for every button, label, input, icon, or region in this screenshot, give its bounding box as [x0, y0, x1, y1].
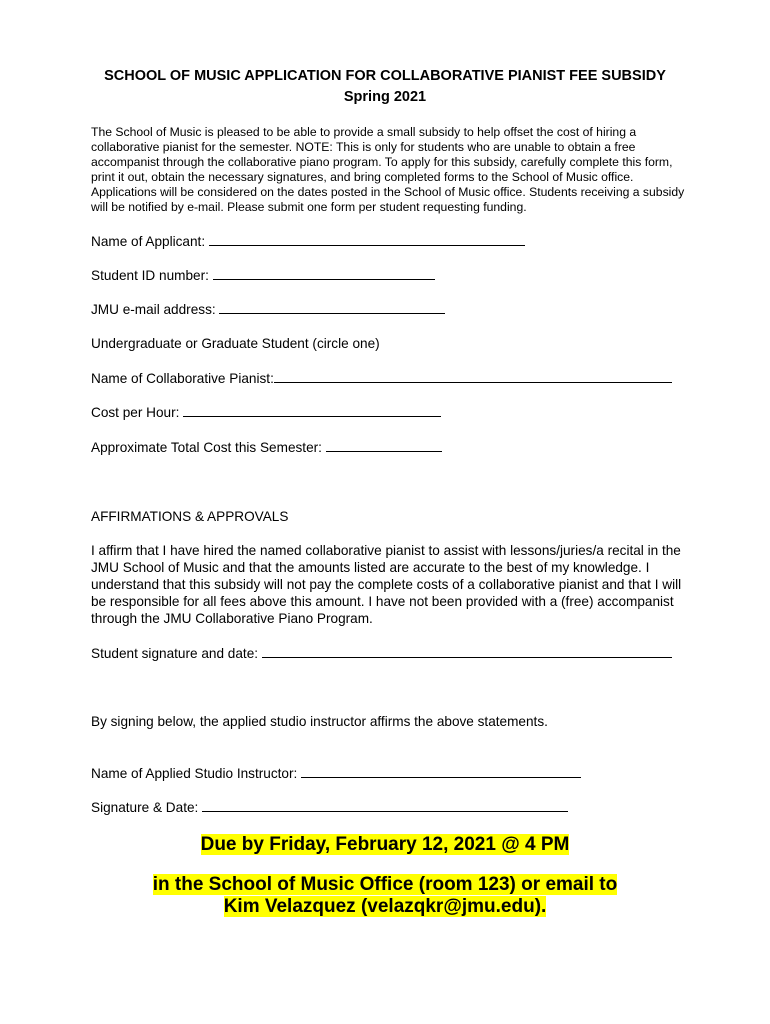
email-label: JMU e-mail address: [91, 302, 220, 317]
form-term: Spring 2021 [343, 89, 427, 105]
submission-location-text: in the School of Music Office (room 123) or email to [152, 874, 618, 895]
email-line[interactable] [219, 301, 445, 314]
student-type-field [91, 336, 380, 352]
instructor-signature-label: Signature & Date: [91, 800, 203, 815]
applicant-name-field[interactable] [91, 233, 525, 250]
cost-per-hour-line[interactable] [183, 404, 441, 417]
instructor-name-line[interactable] [301, 765, 581, 778]
cost-per-hour-label: Cost per Hour: [91, 405, 184, 420]
instructor-name-label: Name of Applied Studio Instructor: [91, 766, 302, 781]
deadline-line [60, 834, 710, 856]
instructor-signature-field[interactable] [91, 799, 568, 816]
cost-per-hour-field[interactable] [91, 404, 441, 421]
instructor-statement [91, 714, 548, 730]
total-cost-label: Approximate Total Cost this Semester: [91, 440, 326, 455]
total-cost-field[interactable] [91, 439, 442, 456]
submission-location-line [60, 874, 710, 896]
student-type-label: Undergraduate or Graduate Student (circle one) [91, 336, 380, 351]
affirmations-heading: AFFIRMATIONS & APPROVALS [91, 509, 289, 524]
email-field[interactable] [91, 301, 445, 318]
form-title: SCHOOL OF MUSIC APPLICATION FOR COLLABORATIVE PIANIST FEE SUBSIDY [104, 68, 666, 84]
instructor-name-field[interactable] [91, 765, 581, 782]
intro-paragraph: The School of Music is pleased to be able to provide a small subsidy to help offset the cost of hiring a collaborative pianist for the semester. NOTE: This is only for students who are unable to obtain a free accompanist through the collaborative piano program. To apply for this subsidy, carefully complete this form, print it out, obtain the necessary signatures, and bring completed forms to the School of Music office. Applications will be considered on the dates posted in the School of Music office. Students receiving a subsidy will be notified by e-mail. Please submit one form per student requesting funding. [91, 125, 685, 214]
total-cost-line[interactable] [326, 439, 442, 452]
applicant-name-label: Name of Applicant: [91, 234, 209, 249]
pianist-name-line[interactable] [274, 370, 672, 383]
student-id-field[interactable] [91, 267, 435, 284]
affirmation-statement: I affirm that I have hired the named collaborative pianist to assist with lessons/juries/a recital in the JMU School of Music and that the amounts listed are accurate to the best of my knowledge. I understand that this subsidy will not pay the complete costs of a collaborative pianist and that I will be responsible for all fees above this amount. I have not been provided with a (free) accompanist through the JMU Collaborative Piano Program. [91, 543, 682, 626]
student-signature-field[interactable] [91, 645, 672, 662]
pianist-name-field[interactable] [91, 370, 672, 387]
student-signature-line[interactable] [262, 645, 672, 658]
deadline-text: Due by Friday, February 12, 2021 @ 4 PM [200, 834, 570, 855]
submission-contact-line [60, 896, 710, 918]
student-id-line[interactable] [213, 267, 435, 280]
instructor-signature-line[interactable] [202, 799, 568, 812]
student-id-label: Student ID number: [91, 268, 213, 283]
applicant-name-line[interactable] [209, 233, 525, 246]
instructor-statement-text: By signing below, the applied studio instructor affirms the above statements. [91, 714, 548, 729]
submission-contact-text: Kim Velazquez (velazqkr@jmu.edu). [223, 896, 547, 917]
student-signature-label: Student signature and date: [91, 646, 262, 661]
pianist-name-label: Name of Collaborative Pianist: [91, 371, 274, 386]
